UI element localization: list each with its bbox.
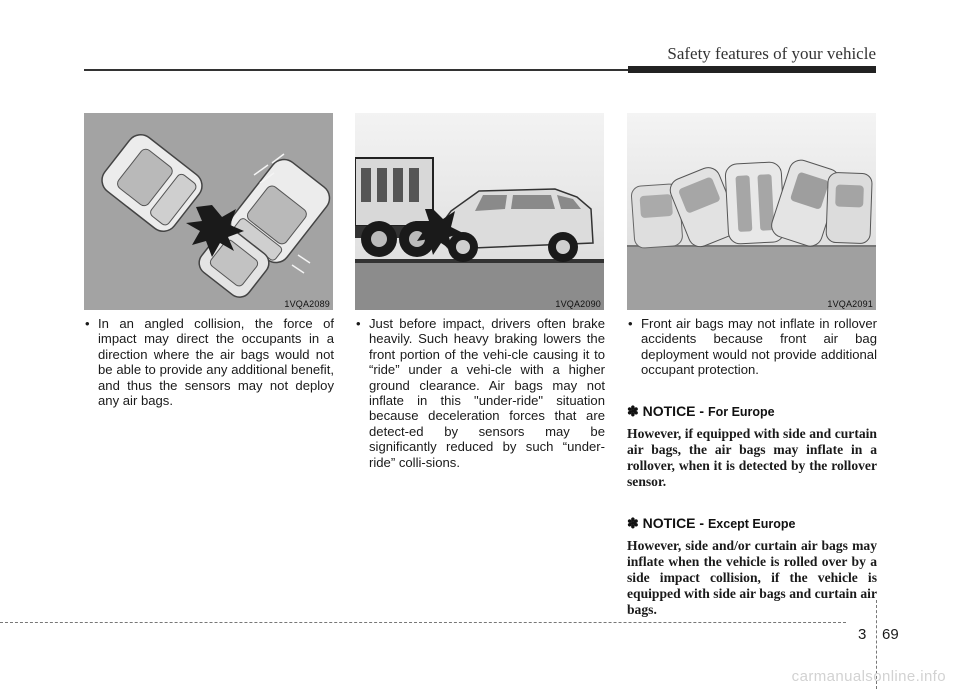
bullet-text: In an angled collision, the force of impact may direct the occupants in a direction where the air bags would not be able to provide any additional benefit, and thus the sensors may not deploy any air bags. — [98, 316, 334, 409]
angled-collision-illustration — [84, 113, 333, 310]
notice-body-except-europe: However, side and/or curtain air bags may inflate when the vehicle is rolled over by a side impact collision, if the vehicle is equipped with side air bags and curtain air bags. — [627, 538, 877, 618]
figure-label: 1VQA2089 — [284, 299, 330, 309]
figure-angled-collision — [84, 113, 333, 310]
column-3 — [627, 316, 877, 618]
bullet-dot-icon: • — [85, 316, 90, 331]
notice-heading-europe — [627, 403, 877, 420]
notice-label: NOTICE - — [642, 402, 708, 419]
notice-body-europe: However, if equipped with side and curtain air bags, the air bags may inflate in a rollover, when it is detected by the rollover sensor. — [627, 425, 877, 489]
bullet-item — [84, 316, 334, 408]
footer-rule — [0, 622, 846, 623]
section-title: Safety features of your vehicle — [667, 44, 876, 63]
bullet-item — [627, 316, 877, 378]
column-2 — [355, 316, 605, 470]
asterisk-icon: ✽ — [627, 515, 639, 531]
watermark: carmanualsonline.info — [791, 668, 946, 685]
notice-region: For Europe — [707, 404, 775, 419]
figure-under-ride — [355, 113, 604, 310]
bullet-text: Front air bags may not inflate in rollover accidents because front air bag deployment would not provide additional occupant protection. — [641, 316, 877, 378]
notice-heading-except-europe — [627, 515, 877, 532]
figure-label: 1VQA2090 — [555, 299, 601, 309]
page-number: 69 — [882, 626, 899, 643]
figure-label: 1VQA2091 — [827, 299, 873, 309]
chapter-number: 3 — [858, 626, 867, 643]
header-tab — [628, 66, 876, 73]
bullet-dot-icon: • — [628, 316, 633, 331]
bullet-dot-icon: • — [356, 316, 361, 331]
notice-region: Except Europe — [707, 517, 796, 531]
bullet-item — [355, 316, 605, 470]
asterisk-icon: ✽ — [627, 402, 639, 419]
column-1 — [84, 316, 334, 408]
under-ride-illustration — [355, 113, 604, 310]
bullet-text: Just before impact, drivers often brake heavily. Such heavy braking lowers the front portion of the vehi-cle causing it to “ride” under a vehi-cle with a higher ground clearance. Air bags may not inflate in this "under-ride" situation because deceleration forces that are detect-ed by sensors may be significantly reduced by such “under-ride” colli-sions. — [369, 316, 605, 470]
figure-rollover — [627, 113, 876, 310]
notice-label: NOTICE - — [642, 515, 708, 531]
rollover-illustration — [627, 113, 876, 310]
